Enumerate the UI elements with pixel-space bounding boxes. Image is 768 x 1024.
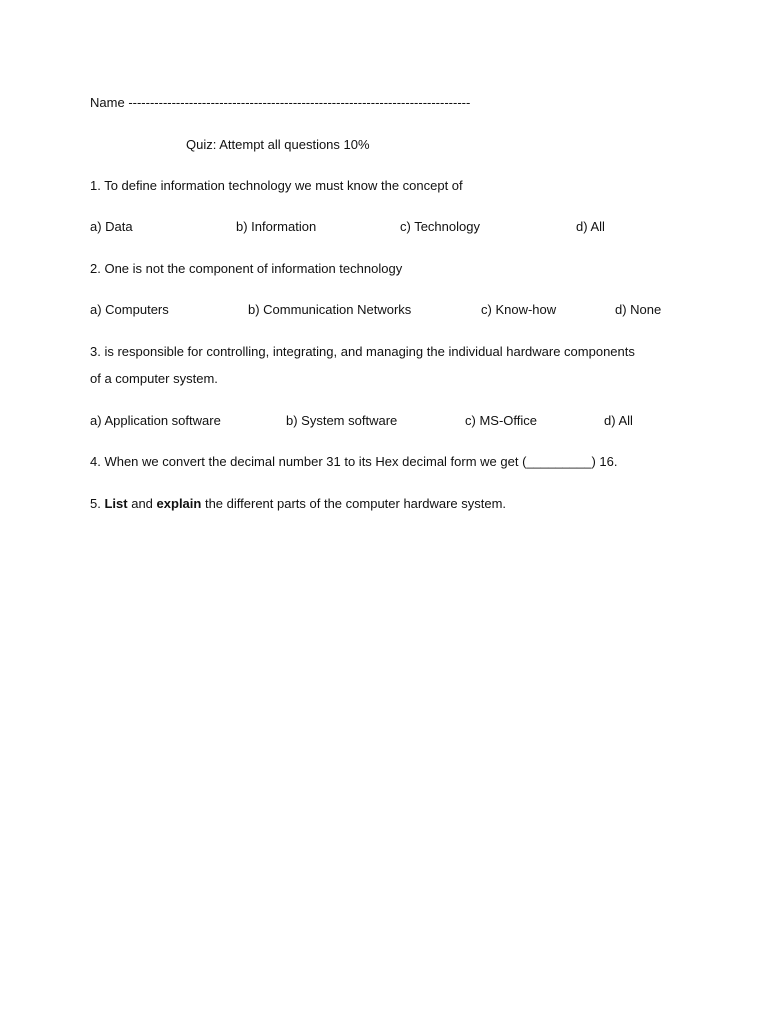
name-blank-line: -------------------------------------------------------------------------------	[128, 95, 471, 110]
question-5-bold-list: List	[104, 496, 128, 511]
question-1-option-a: a) Data	[90, 219, 133, 234]
question-1-option-d: d) All	[576, 219, 605, 234]
question-5-number: 5.	[90, 496, 101, 511]
question-5-text	[90, 496, 506, 512]
question-3-option-c: c) MS-Office	[465, 413, 537, 428]
question-2-option-b: b) Communication Networks	[248, 302, 412, 317]
question-5-rest: the different parts of the computer hardware system.	[204, 496, 507, 511]
question-2-text: 2. One is not the component of information technology	[90, 261, 403, 276]
question-1-option-b: b) Information	[236, 219, 317, 234]
question-3-option-d: d) All	[604, 413, 633, 428]
name-row	[90, 95, 470, 111]
question-5-and: and	[131, 496, 153, 511]
question-1-text: 1. To define information technology we must know the concept of	[90, 178, 463, 193]
question-2-option-a: a) Computers	[90, 302, 169, 317]
question-3-option-a: a) Application software	[90, 413, 221, 428]
quiz-title: Quiz: Attempt all questions 10%	[186, 137, 370, 152]
question-5-bold-explain: explain	[156, 496, 202, 511]
name-label: Name	[90, 95, 125, 110]
question-2-option-d: d) None	[615, 302, 662, 317]
question-1-option-c: c) Technology	[400, 219, 480, 234]
question-3-text-line-2: of a computer system.	[90, 371, 218, 386]
question-3-option-b: b) System software	[286, 413, 398, 428]
question-2-option-c: c) Know-how	[481, 302, 557, 317]
question-4-text: 4. When we convert the decimal number 31 to its Hex decimal form we get (_________) 16.	[90, 454, 618, 469]
question-3-text-line-1: 3. is responsible for controlling, integrating, and managing the individual hardware components	[90, 344, 635, 359]
